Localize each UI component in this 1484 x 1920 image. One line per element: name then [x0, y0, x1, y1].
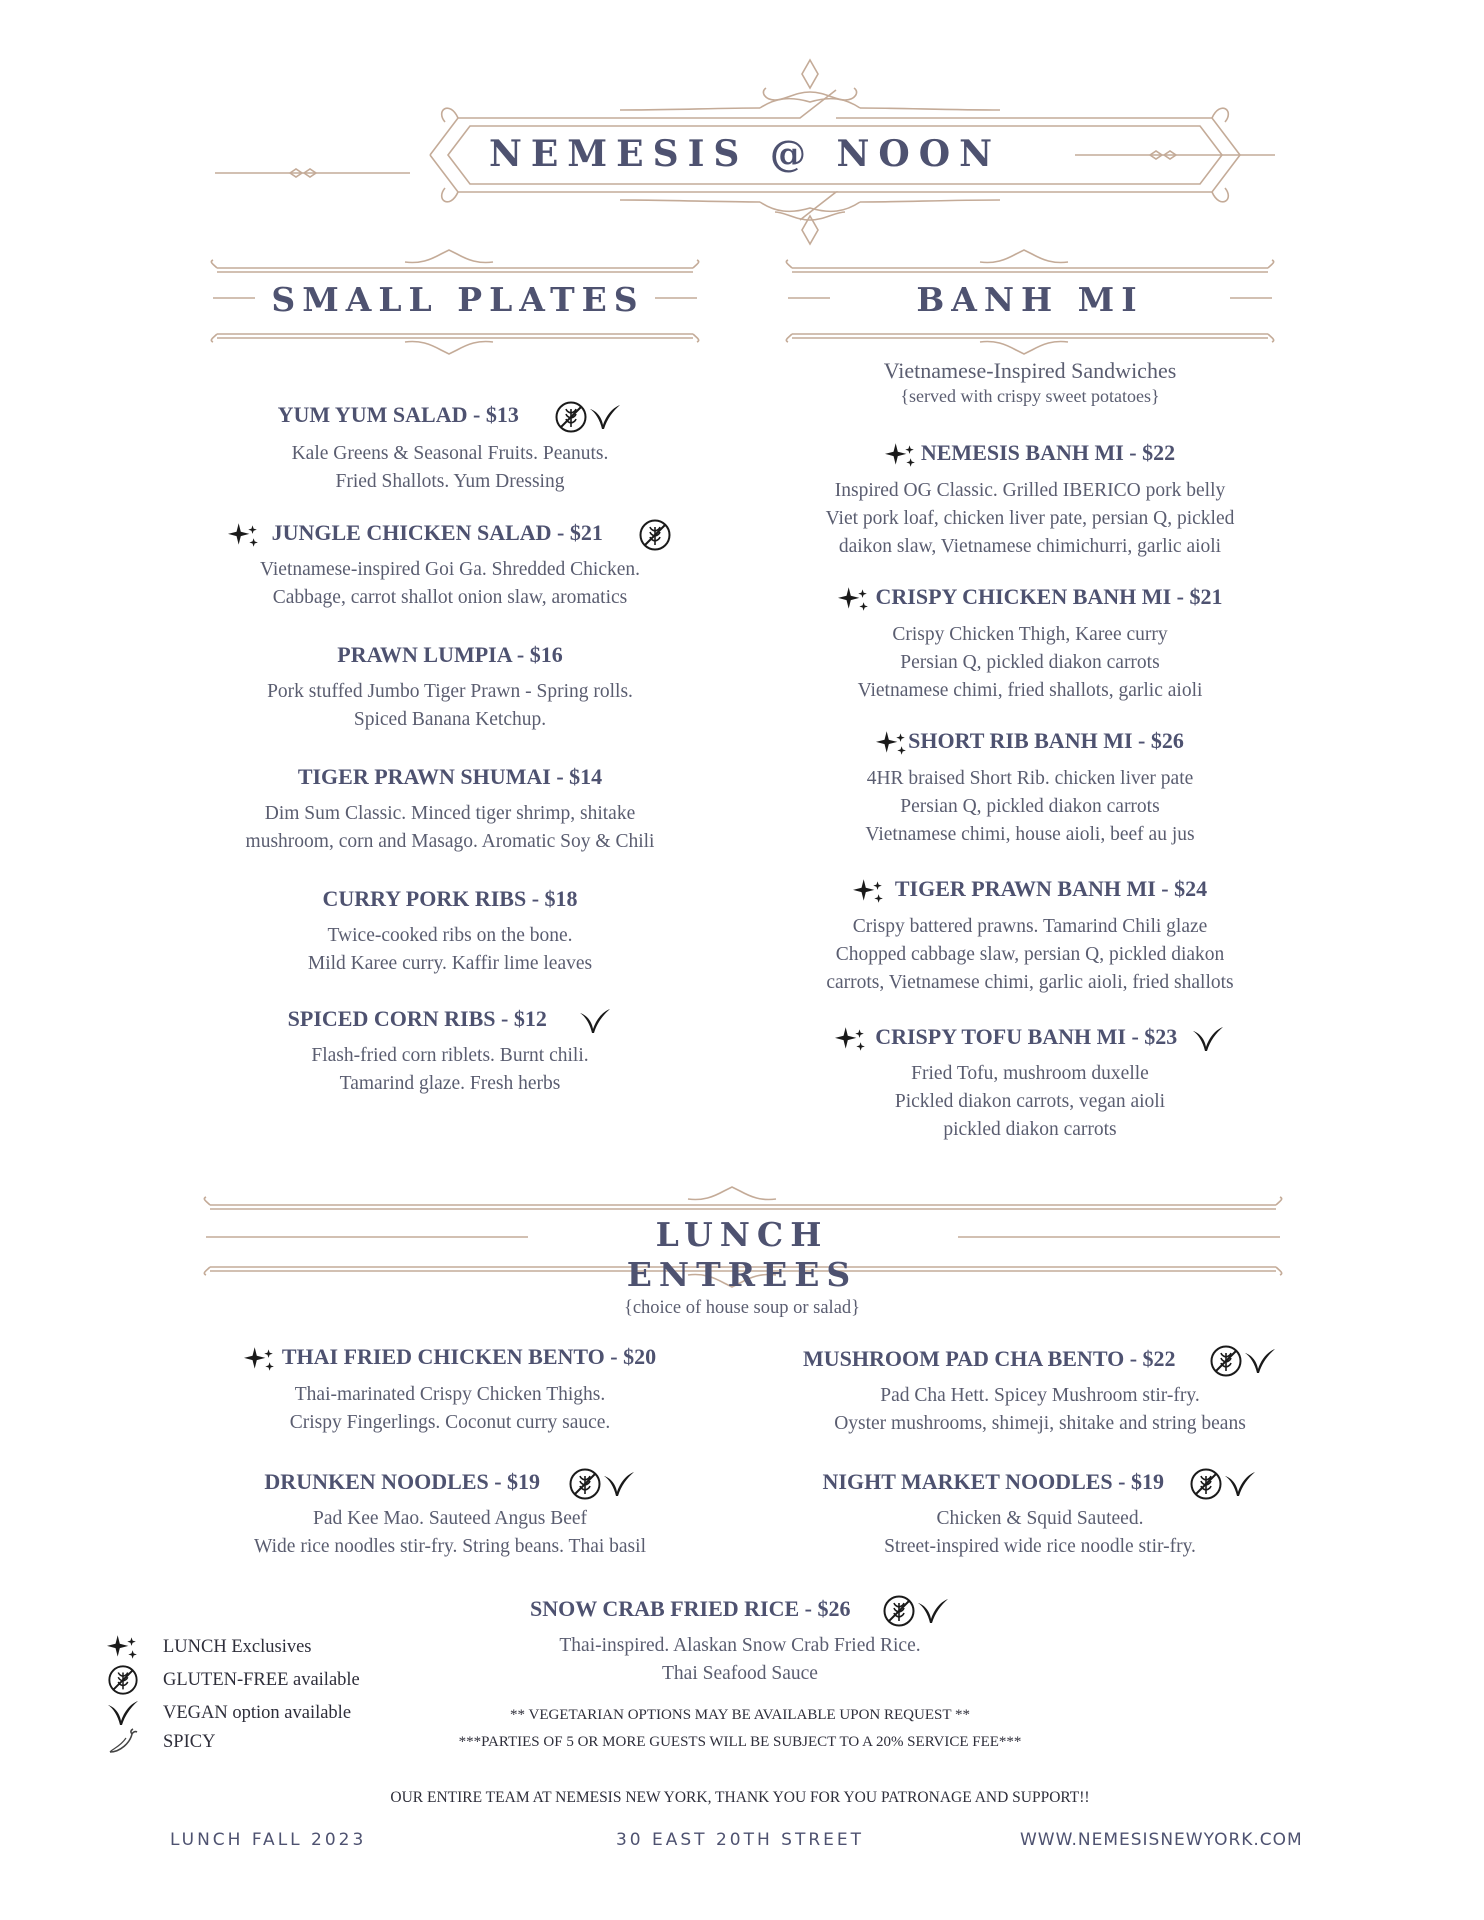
sparkle-icon — [228, 521, 260, 549]
vegan-leaf-icon — [602, 1469, 636, 1499]
small-plates-heading: SMALL PLATES — [271, 280, 645, 319]
thank-you-note: OUR ENTIRE TEAM AT NEMESIS NEW YORK, THANK YOU FOR YOU PATRONAGE AND SUPPORT!! — [390, 1789, 1090, 1806]
item-title: SNOW CRAB FRIED RICE - $26 — [480, 1594, 1000, 1628]
item-title: TIGER PRAWN SHUMAI - $14 — [297, 764, 603, 789]
vegan-leaf-icon — [1191, 1024, 1225, 1054]
item-title: CRISPY TOFU BANH MI - $23 — [775, 1024, 1285, 1054]
menu-item-tiger-prawn-banh-mi — [775, 876, 1285, 997]
gluten-free-icon — [1189, 1467, 1223, 1501]
item-title: THAI FRIED CHICKEN BENTO - $20 — [190, 1344, 710, 1373]
menu-item-curry-pork-ribs — [190, 886, 710, 978]
sparkle-icon — [244, 1345, 276, 1373]
sparkle-icon — [107, 1633, 139, 1661]
menu-item-jungle-chicken-salad — [190, 518, 710, 612]
footer-website — [1020, 1830, 1303, 1850]
item-title: NIGHT MARKET NOODLES - $19 — [775, 1467, 1305, 1501]
banh-mi-note: {served with crispy sweet potatoes} — [900, 386, 1160, 406]
gluten-free-icon — [638, 518, 672, 552]
item-title: NEMESIS BANH MI - $22 — [775, 440, 1285, 469]
sparkle-icon — [876, 729, 908, 757]
website-link[interactable]: WWW.NEMESISNEWYORK.COM — [1020, 1830, 1303, 1850]
sparkle-icon — [835, 1025, 867, 1053]
page-title: NEMESIS @ NOON — [488, 133, 1002, 175]
lunch-entrees-heading: LUNCH ENTREES — [626, 1215, 858, 1294]
vegan-leaf-icon — [588, 402, 622, 432]
menu-item-nemesis-banh-mi — [775, 440, 1285, 561]
item-description: 4HR braised Short Rib. chicken liver pate Persian Q, pickled diakon carrots Vietnamese chimi, house aioli, beef au jus — [865, 767, 1195, 845]
vegan-leaf-icon — [578, 1006, 612, 1036]
item-description: Pad Kee Mao. Sauteed Angus Beef Wide rice noodles stir-fry. String beans. Thai basil — [254, 1508, 646, 1557]
footer-address: 30 EAST 20TH STREET — [615, 1830, 865, 1850]
item-description: Chicken & Squid Sauteed. Street-inspired wide rice noodle stir-fry. — [884, 1508, 1196, 1557]
item-description: Crispy Chicken Thigh, Karee curry Persian Q, pickled diakon carrots Vietnamese chimi, fried shallots, garlic aioli — [857, 623, 1203, 701]
menu-item-spiced-corn-ribs — [190, 1006, 710, 1098]
menu-item-snow-crab-fried-rice — [480, 1594, 1000, 1688]
vegan-leaf-icon — [1243, 1346, 1277, 1376]
gluten-free-icon — [107, 1664, 139, 1696]
legend-label: SPICY — [163, 1731, 216, 1752]
lunch-entrees-note: {choice of house soup or salad} — [623, 1298, 861, 1318]
chili-pepper-icon — [106, 1727, 140, 1757]
item-description: Vietnamese-inspired Goi Ga. Shredded Chicken. Cabbage, carrot shallot onion slaw, aromatics — [259, 559, 641, 608]
item-title: PRAWN LUMPIA - $16 — [337, 642, 563, 667]
gluten-free-icon — [568, 1467, 602, 1501]
sparkle-icon — [838, 585, 870, 613]
item-title: YUM YUM SALAD - $13 — [190, 400, 710, 434]
item-description: Thai-marinated Crispy Chicken Thighs. Crispy Fingerlings. Coconut curry sauce. — [289, 1383, 611, 1433]
item-description: Pork stuffed Jumbo Tiger Prawn - Spring rolls. Spiced Banana Ketchup. — [267, 681, 633, 730]
legend-label: VEGAN option available — [163, 1702, 352, 1723]
legend-label: GLUTEN-FREE available — [163, 1669, 360, 1690]
sparkle-icon — [885, 441, 917, 469]
menu-item-crispy-tofu-banh-mi — [775, 1024, 1285, 1144]
service-fee-notice: ***PARTIES OF 5 OR MORE GUESTS WILL BE SUBJECT TO A 20% SERVICE FEE*** — [458, 1734, 1022, 1750]
gluten-free-icon — [882, 1594, 916, 1628]
legend-item-gluten-free — [105, 1665, 360, 1695]
item-title: CURRY PORK RIBS - $18 — [322, 886, 578, 911]
footer-season: LUNCH FALL 2023 — [170, 1830, 367, 1850]
banh-mi-subtitle: Vietnamese-Inspired Sandwiches — [883, 358, 1177, 383]
menu-item-thai-fried-chicken-bento — [190, 1344, 710, 1437]
item-description: Fried Tofu, mushroom duxelle Pickled diakon carrots, vegan aioli pickled diakon carrots — [894, 1063, 1166, 1140]
item-description: Crispy battered prawns. Tamarind Chili glaze Chopped cabbage slaw, persian Q, pickled diakon carrots, Vietnamese chimi, garlic aioli, fried shallots — [826, 915, 1234, 993]
banh-mi-heading: BANH MI — [916, 280, 1144, 319]
sparkle-icon — [853, 877, 885, 905]
legend-label: LUNCH Exclusives — [163, 1636, 312, 1657]
vegan-leaf-icon — [106, 1698, 140, 1728]
item-description: Thai-inspired. Alaskan Snow Crab Fried Rice. Thai Seafood Sauce — [559, 1635, 921, 1684]
vegan-leaf-icon — [1223, 1469, 1257, 1499]
item-title: MUSHROOM PAD CHA BENTO - $22 — [775, 1344, 1305, 1378]
item-description: Kale Greens & Seasonal Fruits. Peanuts. Fried Shallots. Yum Dressing — [291, 443, 609, 492]
vegetarian-notice: ** VEGETARIAN OPTIONS MAY BE AVAILABLE UPON REQUEST ** — [510, 1707, 970, 1723]
menu-item-prawn-lumpia — [190, 642, 710, 734]
item-title: JUNGLE CHICKEN SALAD - $21 — [190, 518, 710, 552]
legend-item-spicy — [105, 1727, 215, 1757]
item-description: Twice-cooked ribs on the bone. Mild Karee curry. Kaffir lime leaves — [307, 925, 593, 974]
item-title: DRUNKEN NOODLES - $19 — [190, 1467, 710, 1501]
menu-item-yum-yum-salad — [190, 400, 710, 496]
item-title: SHORT RIB BANH MI - $26 — [775, 728, 1285, 757]
menu-item-crispy-chicken-banh-mi — [775, 584, 1285, 705]
menu-item-night-market-noodles — [775, 1467, 1305, 1561]
item-description: Dim Sum Classic. Minced tiger shrimp, shitake mushroom, corn and Masago. Aromatic Soy & Chili — [245, 803, 655, 852]
legend-item-lunch-exclusives — [105, 1632, 312, 1662]
menu-item-tiger-prawn-shumai — [190, 764, 710, 856]
item-description: Inspired OG Classic. Grilled IBERICO pork belly Viet pork loaf, chicken liver pate, persian Q, pickled daikon slaw, Vietnamese chimichurri, garlic aioli — [825, 479, 1235, 557]
legend-item-vegan — [105, 1698, 351, 1728]
menu-item-mushroom-pad-cha-bento — [775, 1344, 1305, 1438]
menu-item-drunken-noodles — [190, 1467, 710, 1561]
item-description: Flash-fried corn riblets. Burnt chili. Tamarind glaze. Fresh herbs — [311, 1045, 589, 1094]
gluten-free-icon — [554, 400, 588, 434]
item-title: CRISPY CHICKEN BANH MI - $21 — [775, 584, 1285, 613]
item-title: SPICED CORN RIBS - $12 — [190, 1006, 710, 1036]
item-title: TIGER PRAWN BANH MI - $24 — [775, 876, 1285, 905]
item-description: Pad Cha Hett. Spicey Mushroom stir-fry. Oyster mushrooms, shimeji, shitake and string beans — [834, 1385, 1246, 1434]
menu-item-short-rib-banh-mi — [775, 728, 1285, 849]
gluten-free-icon — [1209, 1344, 1243, 1378]
vegan-leaf-icon — [916, 1596, 950, 1626]
